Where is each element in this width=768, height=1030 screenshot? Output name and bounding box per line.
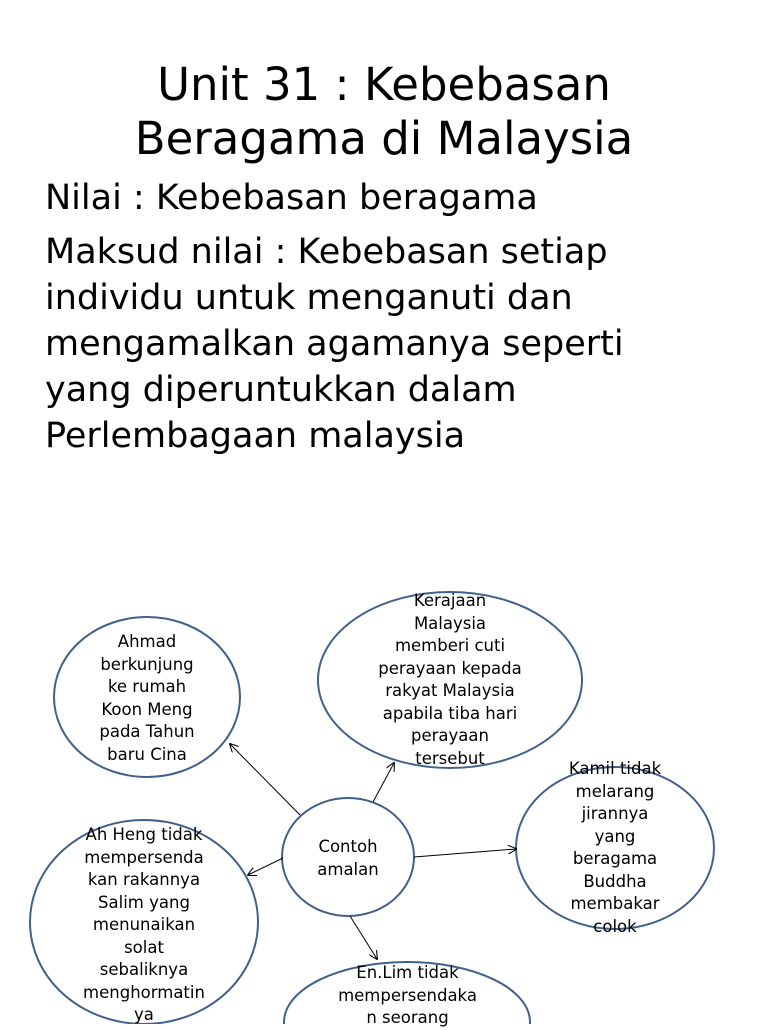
maksud-line: individu untuk menganuti dan	[45, 278, 573, 318]
node-line: perayaan kepada	[378, 658, 522, 678]
node-line: Salim yang	[98, 892, 190, 912]
title-line: Beragama di Malaysia	[134, 112, 634, 165]
center-node-text	[282, 836, 414, 881]
node-line: Koon Meng	[101, 699, 193, 719]
node-line: memberi cuti	[394, 636, 506, 655]
maksud-line: Perlembagaan malaysia	[45, 416, 466, 456]
node-line: ke rumah	[107, 677, 187, 696]
node-line: Buddha	[583, 871, 647, 891]
arrow-to-ahheng	[248, 858, 283, 875]
node-line: perayaan	[411, 726, 489, 745]
node-line: En.Lim tidak	[356, 963, 459, 982]
node-line: Kerajaan	[413, 591, 487, 610]
node-line: pada Tahun	[99, 722, 195, 741]
node-line: berkunjung	[100, 654, 194, 674]
node-line: sebaliknya	[99, 960, 189, 979]
node-line: amalan	[317, 859, 379, 879]
node-line: jirannya	[581, 804, 649, 823]
node-line: apabila tiba hari	[382, 703, 518, 723]
maksud-line: Maksud nilai : Kebebasan setiap	[45, 232, 608, 272]
node-line: beragama	[572, 849, 658, 868]
node-line: yang	[594, 826, 636, 846]
node-line: Contoh	[318, 837, 378, 856]
node-line: rakyat Malaysia	[385, 681, 515, 700]
arrow-to-kamil	[414, 849, 516, 857]
maksud-line: mengamalkan agamanya seperti	[45, 324, 624, 364]
node-line: ya	[134, 1005, 154, 1024]
node-line: melarang	[575, 781, 655, 801]
title-line: Unit 31 : Kebebasan	[157, 58, 611, 111]
node-line: n seorang	[366, 1008, 449, 1027]
node-line: menunaikan	[92, 915, 196, 934]
node-line: tersebut	[415, 748, 485, 768]
maksud-line: yang diperuntukkan dalam	[45, 370, 517, 410]
node-line: kan rakannya	[87, 870, 201, 889]
node-line: mempersenda	[84, 847, 204, 867]
node-line: membakar	[570, 894, 660, 913]
node-line: colok	[593, 916, 637, 936]
node-line: solat	[124, 937, 164, 957]
node-line: menghormatin	[83, 982, 205, 1002]
arrow-to-enlim	[350, 916, 377, 959]
ahheng-node-text	[54, 824, 234, 1027]
arrow-to-ahmad	[230, 744, 300, 815]
kamil-node-text	[540, 758, 690, 938]
kerajaan-node-text	[350, 590, 550, 770]
node-line: mempersendaka	[338, 985, 477, 1005]
node-line: Malaysia	[413, 613, 487, 633]
ahmad-node-text	[60, 631, 234, 766]
node-line: Kamil tidak	[568, 759, 662, 778]
enlim-node-text	[310, 962, 505, 1030]
node-line: Ah Heng tidak	[85, 825, 203, 844]
node-line: baru Cina	[107, 744, 187, 764]
node-line: Ahmad	[117, 632, 177, 651]
nilai-text: Nilai : Kebebasan beragama	[45, 178, 538, 218]
